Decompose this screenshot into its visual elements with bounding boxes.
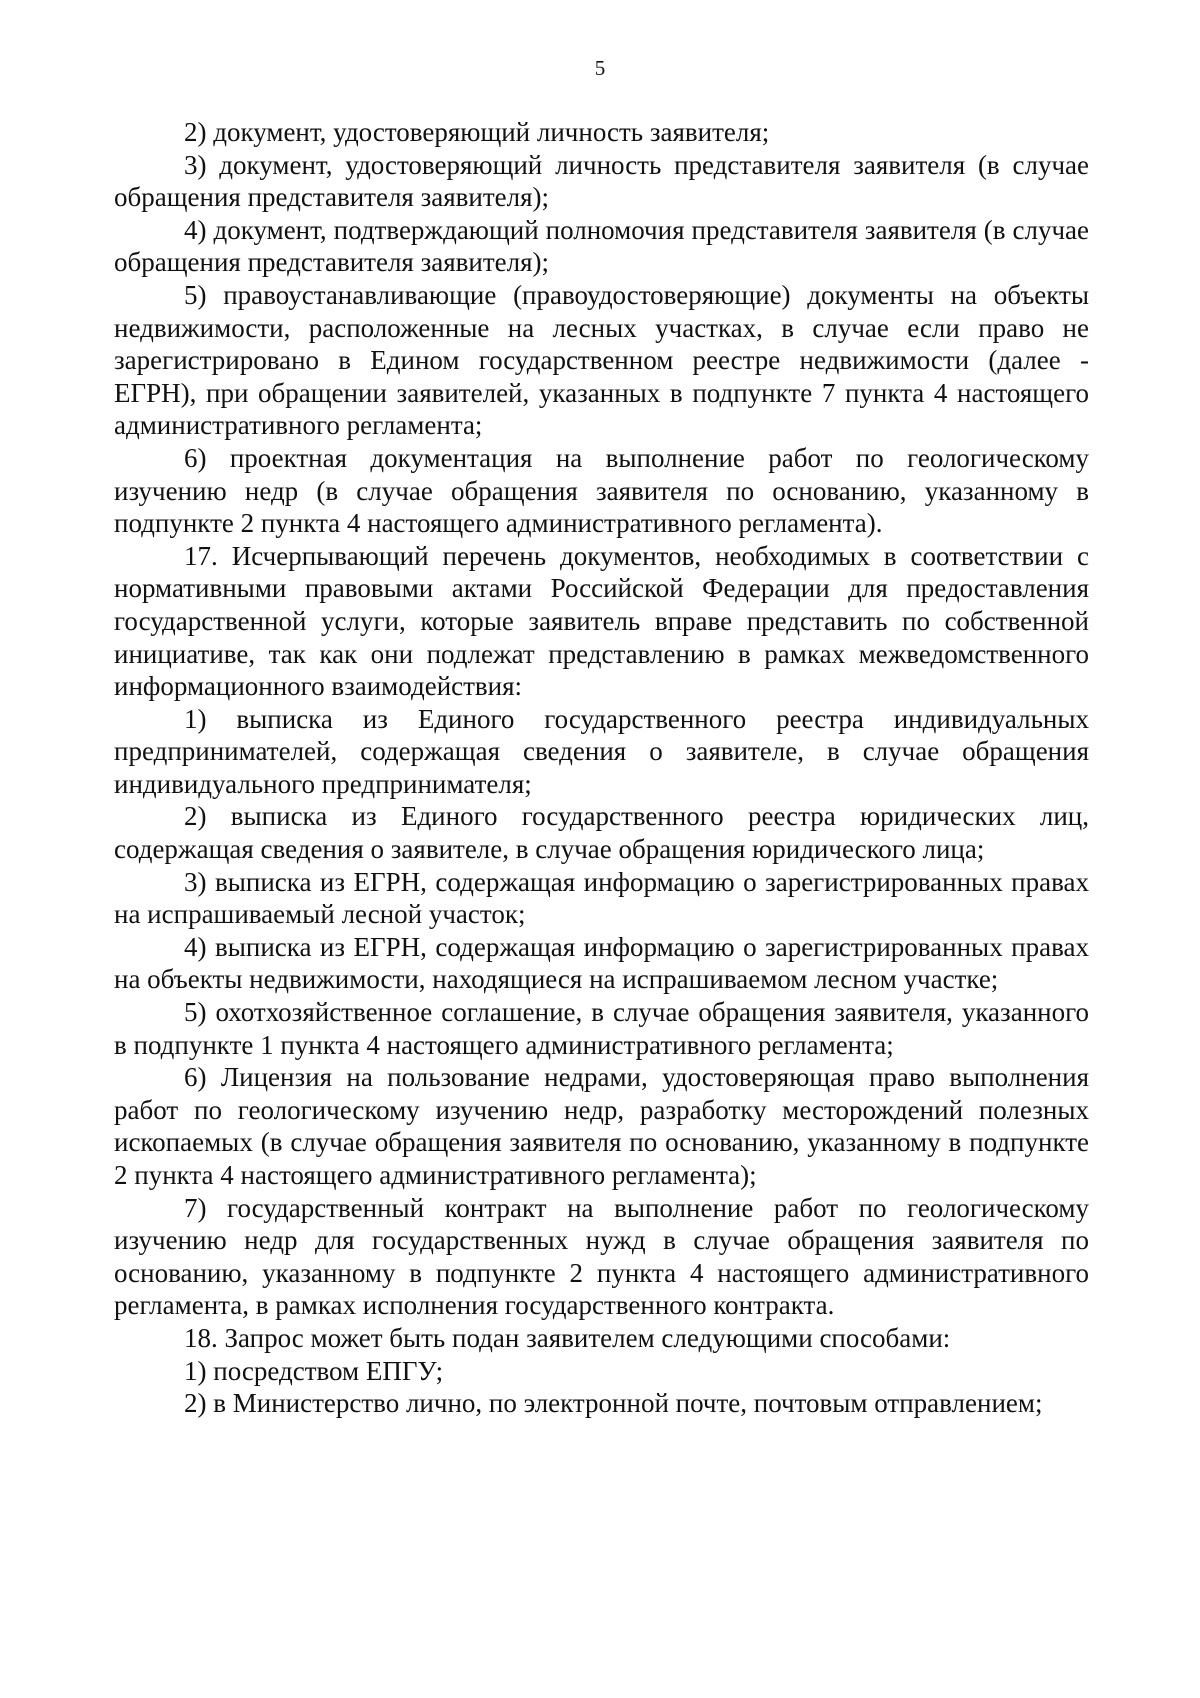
paragraph-17-2: 2) выписка из Единого государственного реестра юридических лиц, содержащая сведения о заявителе, в случае обращения юридического лица; (114, 801, 1089, 865)
paragraph-16-2: 2) документ, удостоверяющий личность заявителя; (184, 117, 770, 147)
paragraph-16-5: 5) правоустанавливающие (правоудостоверяющие) документы на объекты недвижимости, расположенные на лесных участках, в случае если право не зарегистрировано в Едином государственном реестре недвижимости (далее - ЕГРН), при обращении заявителей, указанных в подпункте 7 пункта 4 настоящего административного регламента; (114, 279, 1089, 441)
paragraph-18-2: 2) в Министерство лично, по электронной почте, почтовым отправлением; (184, 1388, 1043, 1419)
paragraph-16-4: 4) документ, подтверждающий полномочия представителя заявителя (в случае обращения представителя заявителя); (114, 214, 1089, 278)
paragraph-17-3: 3) выписка из ЕГРН, содержащая информацию о зарегистрированных правах на испрашиваемый лесной участок; (114, 866, 1089, 930)
paragraph-16-3: 3) документ, удостоверяющий личность представителя заявителя (в случае обращения представителя заявителя); (114, 149, 1089, 213)
document-body (114, 116, 1089, 1420)
paragraph-17-5: 5) охотхозяйственное соглашение, в случае обращения заявителя, указанного в подпункте 1 пункта 4 настоящего административного регламента; (114, 997, 1089, 1060)
paragraph-18-1: 1) посредством ЕПГУ; (184, 1355, 444, 1386)
paragraph-16-6: 6) проектная документация на выполнение работ по геологическому изучению недр (в случае обращения заявителя по основанию, указанному в подпункте 2 пункта 4 настоящего административного регламента). (114, 442, 1089, 539)
paragraph-17-6: 6) Лицензия на пользование недрами, удостоверяющая право выполнения работ по геологическому изучению недр, разработку месторождений полезных ископаемых (в случае обращения заявителя по основанию, указанному в подпункте 2 пункта 4 настоящего административного регламента); (114, 1062, 1089, 1190)
paragraph-17: 17. Исчерпывающий перечень документов, необходимых в соответствии с нормативными правовыми актами Российской Федерации для предоставления государственной услуги, которые заявитель вправе представить по собственной инициативе, так как они подлежат представлению в рамках межведомственного информационного взаимодействия: (114, 540, 1089, 702)
page-number: 5 (594, 56, 606, 80)
paragraph-17-4: 4) выписка из ЕГРН, содержащая информацию о зарегистрированных правах на объекты недвижимости, находящиеся на испрашиваемом лесном участке; (114, 931, 1089, 995)
paragraph-17-7: 7) государственный контракт на выполнение работ по геологическому изучению недр для государственных нужд в случае обращения заявителя по основанию, указанному в подпункте 2 пункта 4 настоящего административного регламента, в рамках исполнения государственного контракта. (114, 1192, 1089, 1321)
paragraph-18: 18. Запрос может быть подан заявителем следующими способами: (184, 1322, 951, 1353)
paragraph-17-1: 1) выписка из Единого государственного реестра индивидуальных предпринимателей, содержащая сведения о заявителе, в случае обращения индивидуального предпринимателя; (114, 703, 1089, 799)
